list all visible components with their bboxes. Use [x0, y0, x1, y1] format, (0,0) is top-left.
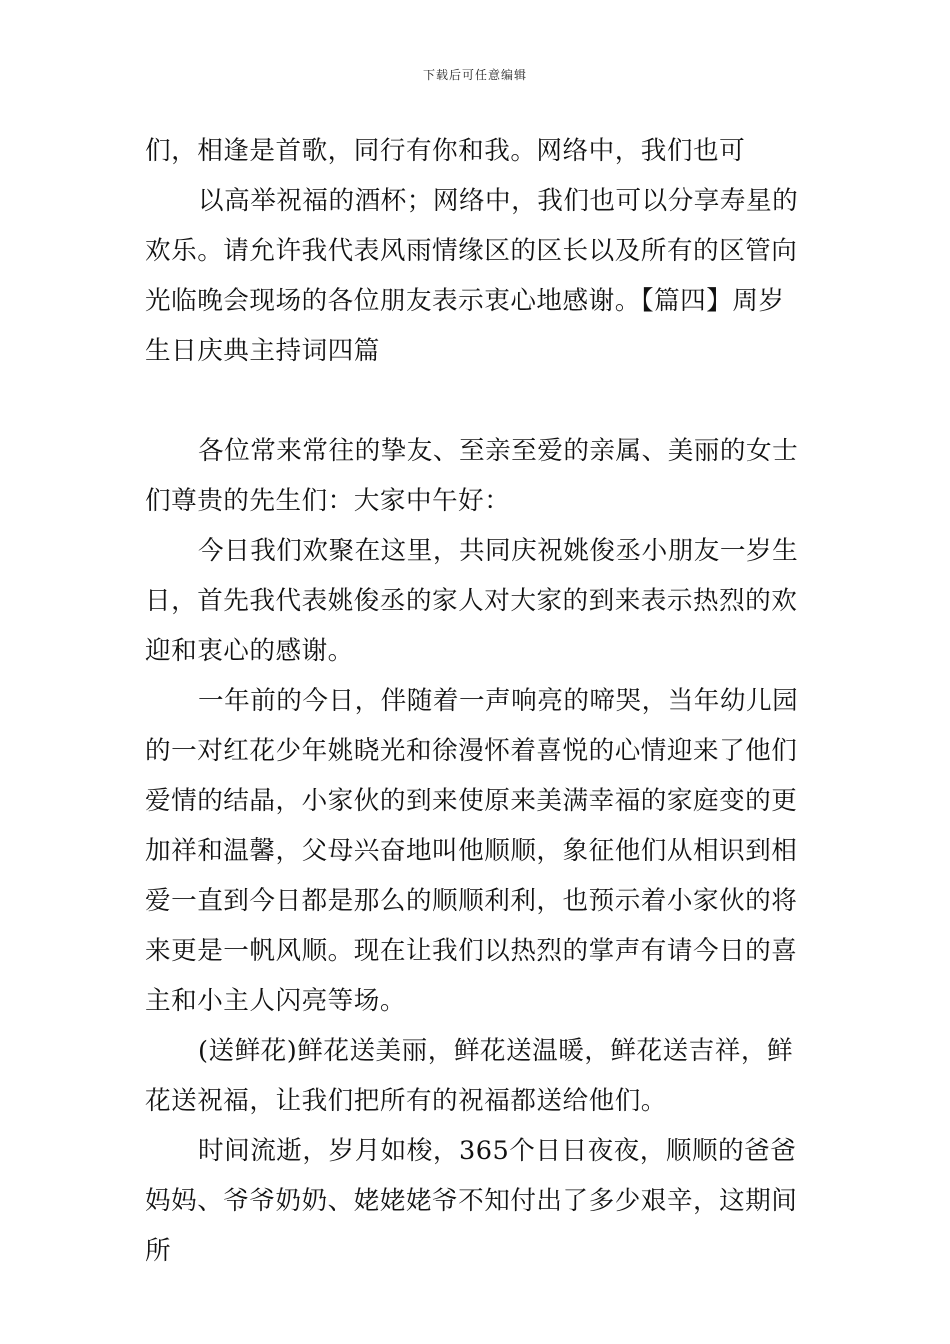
paragraph-flowers: (送鲜花)鲜花送美丽，鲜花送温暖，鲜花送吉祥，鲜花送祝福，让我们把所有的祝福都送给他们。	[145, 1036, 794, 1116]
document-body	[145, 126, 810, 1276]
paragraph-time: 时间流逝，岁月如梭，365个日日夜夜，顺顺的爸爸妈妈、爷爷奶奶、姥姥姥爷不知付出了多少艰辛，这期间所	[145, 1136, 798, 1266]
paragraph-spacer	[145, 376, 810, 426]
paragraph-section-end: 以高举祝福的酒杯；网络中，我们也可以分享寿星的欢乐。请允许我代表风雨情缘区的区长以及所有的区管向光临晚会现场的各位朋友表示衷心地感谢。【篇四】周岁生日庆典主持词四篇	[145, 186, 799, 366]
paragraph-opening: 今日我们欢聚在这里，共同庆祝姚俊丞小朋友一岁生日，首先我代表姚俊丞的家人对大家的到来表示热烈的欢迎和衷心的感谢。	[145, 536, 799, 666]
paragraph-continuation: 们，相逢是首歌，同行有你和我。网络中，我们也可	[145, 136, 746, 166]
paragraph-story: 一年前的今日，伴随着一声响亮的啼哭，当年幼儿园的一对红花少年姚晓光和徐漫怀着喜悦的心情迎来了他们爱情的结晶，小家伙的到来使原来美满幸福的家庭变的更加祥和温馨，父母兴奋地叫他顺顺，象征他们从相识到相爱一直到今日都是那么的顺顺利利，也预示着小家伙的将来更是一帆风顺。现在让我们以热烈的掌声有请今日的喜主和小主人闪亮等场。	[145, 686, 799, 1016]
page-header: 下载后可任意编辑	[422, 68, 527, 82]
paragraph-greeting: 各位常来常往的挚友、至亲至爱的亲属、美丽的女士们尊贵的先生们：大家中午好：	[145, 436, 799, 516]
